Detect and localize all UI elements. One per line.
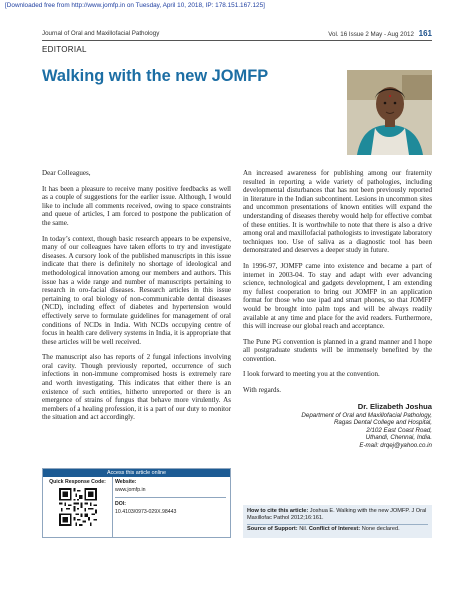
page-number: 161 — [418, 29, 432, 38]
affiliation-line: Uthandi, Chennai, India. — [365, 434, 432, 442]
qr-panel — [43, 477, 113, 537]
affiliation-line: Department of Oral and Maxillofacial Pathology, — [301, 411, 432, 419]
affiliation-line: Ragas Dental College and Hospital, — [333, 419, 432, 427]
issue-info — [328, 29, 432, 38]
paragraph: In today’s context, though basic research appears to be expensive, many of our colleagues have taken efforts to try and investigate diseases. A cursory look of the published manuscripts in this issue indicate that there is definitely no shortage of ideological and methodological innovation among our members and authors. This issue has a wide range and number of manuscripts pertaining to research in oro-facial diseases. Research articles in this issue pertaining to oral biology of non-communicable dental diseases (NCD), including effect of diabetes and hypertension would effectively serve to formulate guidelines for management of oral conditions of NCDs in India. With NCDs occupying centre of focus in health care delivery systems in India, it is appropriate that these articles will be well received. — [42, 234, 231, 346]
conflict-label: Conflict of Interest: — [308, 525, 361, 532]
paragraph: I look forward to meeting you at the convention. — [243, 370, 380, 379]
access-online-box — [42, 468, 231, 538]
paragraph: Dear Colleagues, — [42, 169, 91, 177]
download-notice: [Downloaded free from http://www.jomfp.in on Tuesday, April 10, 2018, IP: 178.151.167.125] — [5, 2, 265, 9]
article-title: Walking with the new JOMFP — [42, 67, 269, 85]
website-link[interactable]: www.jomfp.in — [115, 486, 146, 493]
access-details — [115, 479, 226, 516]
paragraph: The manuscript also has reports of 2 fungal infections involving oral cavity. Though previously reported, occurrence of such infections in non-immune compromised hosts is extremely rare and worth investigating. This indicates that either there is an existence of such entities, hitherto unreported or there is an emergence of strains of fungus that behave more virulently. As members of a healing profession, it is a part of our duty to monitor the situation and act accordingly. — [42, 353, 231, 422]
citation-box — [243, 505, 432, 538]
support-line — [247, 526, 428, 533]
qr-label: Quick Response Code: — [49, 479, 106, 485]
journal-name: Journal of Oral and Maxillofacial Pathology — [42, 30, 160, 37]
support-label: Source of Support: — [247, 525, 298, 532]
author-photo — [347, 70, 432, 155]
paragraph: It has been a pleasure to receive many positive feedbacks as well as a couple of suggestions for the earlier issue. Although, I would like to include all comments received, owing to space constraints and queue of articles, I am forced to postpone the publication of the same. — [42, 184, 231, 227]
header-divider — [42, 40, 432, 41]
issue-label: Vol. 16 Issue 2 May - Aug 2012 — [328, 31, 414, 38]
author-email: E-mail: drqej@yahoo.co.in — [359, 442, 432, 450]
signature-block — [243, 402, 432, 450]
paragraph: The Pune PG convention is planned in a grand manner and I hope all postgraduate students will be immensely benefited by the convention. — [243, 337, 432, 363]
author-name: Dr. Elizabeth Joshua — [357, 401, 432, 411]
citation-divider — [247, 524, 428, 525]
paragraph: With regards. — [243, 386, 282, 395]
cite-text: Joshua E. Walking with the new JOMFP. J Oral Maxillofac Pathol 2012;16:161. — [247, 508, 427, 522]
affiliation-line: 2/102 East Coast Road, — [366, 426, 432, 434]
doi-label: DOI: — [115, 501, 126, 508]
running-header — [42, 28, 432, 40]
paragraph: In 1996-97, JOMFP came into existence and became a part of internet in 2003-04. To stay and adapt with ever advancing science, technological and gadgets development, I am extending my fullest cooperation to bring out JOMFP in an application format for those who use ipad and smart phones, so that JOMFP would be brought into palm tops and will be always readily available at any time and place for the avid readers. Furthermore, this will increase our global reach and acceptance. — [243, 261, 432, 331]
citation-line — [247, 508, 428, 523]
website-label: Website: — [115, 479, 137, 485]
doi-link[interactable]: 10.4103/0973-029X.98443 — [115, 508, 177, 515]
cite-label: How to cite this article: — [247, 508, 309, 514]
qr-code-icon[interactable] — [59, 488, 97, 526]
paragraph: An increased awareness for publishing among our fraternity resulted in reporting a wide variety of pathologies, including developmental disturbances that has not been previously reported in literature in the Indian subcontinent. Lesions in uncommon sites and uncommon presentations of known entities will expand the understanding of diseases thereby would help for effective combat of these entities. It is worthwhile to note that there is also a drive among oral and maxillofacial pathologists to investigate laboratory techniques too. Use of saliva as a diagnostic tool has been demonstrated and deserves a deeper study in future. — [243, 169, 432, 255]
left-column — [42, 169, 231, 429]
section-label: EDITORIAL — [42, 45, 87, 54]
access-divider — [115, 497, 226, 498]
conflict-text: None declared. — [360, 525, 400, 532]
right-column — [243, 169, 432, 450]
access-box-header: Access this article online — [43, 469, 230, 477]
support-text: Nil. — [297, 525, 308, 532]
